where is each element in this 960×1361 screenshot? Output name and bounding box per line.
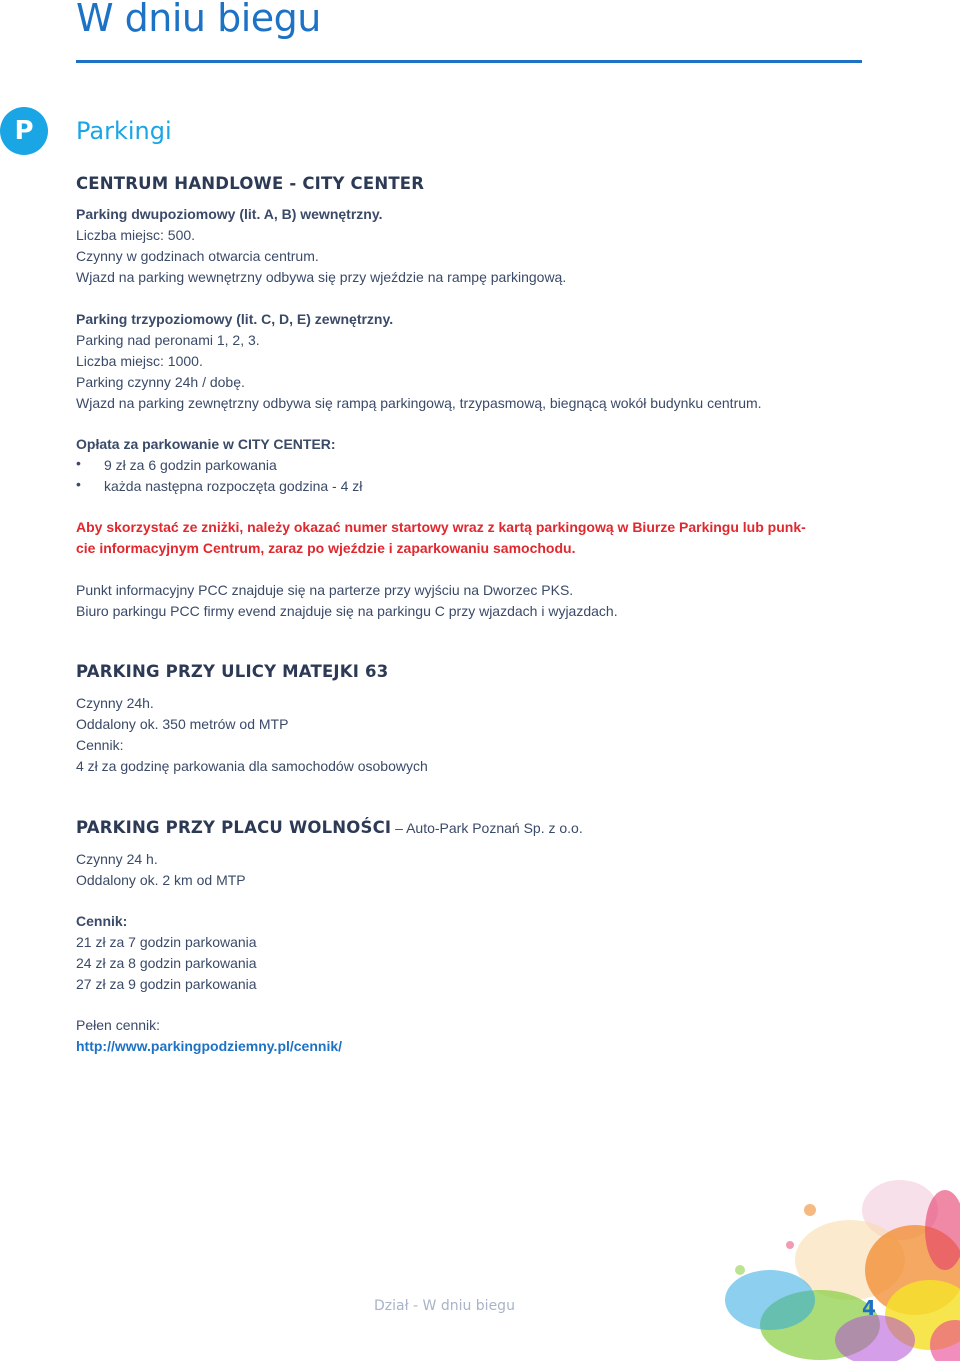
city-center-line: Wjazd na parking wewnętrzny odbywa się przy wjeździe na rampę parkingową. (76, 269, 567, 285)
matejki-line: 4 zł za godzinę parkowania dla samochodów osobowych (76, 758, 428, 774)
price-item: 27 zł za 9 godzin parkowania (76, 976, 257, 992)
page-title: W dniu biegu (76, 0, 321, 40)
bullet-icon: • (76, 476, 81, 492)
matejki-line: Oddalony ok. 350 metrów od MTP (76, 716, 289, 732)
price-list-link[interactable]: http://www.parkingpodziemny.pl/cennik/ (76, 1038, 343, 1054)
wolnosci-heading-text: PARKING PRZY PLACU WOLNOŚCI (76, 818, 392, 837)
full-price-label: Pełen cennik: (76, 1017, 161, 1033)
city-center-line: Wjazd na parking zewnętrzny odbywa się rampą parkingową, trzypasmową, biegnącą wokół budynku centrum. (76, 395, 762, 411)
page-number: 4 (862, 1296, 876, 1320)
fee-item: 9 zł za 6 godzin parkowania (104, 457, 277, 473)
matejki-line: Czynny 24h. (76, 695, 154, 711)
bullet-icon: • (76, 455, 81, 471)
city-center-line: Czynny w godzinach otwarcia centrum. (76, 248, 319, 264)
matejki-line: Cennik: (76, 737, 124, 753)
title-divider (76, 60, 862, 63)
wolnosci-heading (76, 818, 583, 837)
price-item: 24 zł za 8 godzin parkowania (76, 955, 257, 971)
city-center-line: Parking dwupoziomowy (lit. A, B) wewnętrzny. (76, 206, 383, 222)
wolnosci-line: Oddalony ok. 2 km od MTP (76, 872, 246, 888)
city-center-line: Parking nad peronami 1, 2, 3. (76, 332, 260, 348)
matejki-heading: PARKING PRZY ULICY MATEJKI 63 (76, 662, 389, 681)
discount-notice: cie informacyjnym Centrum, zaraz po wjeździe i zaparkowaniu samochodu. (76, 540, 576, 556)
city-center-heading: CENTRUM HANDLOWE - CITY CENTER (76, 174, 425, 193)
fee-heading: Opłata za parkowanie w CITY CENTER: (76, 436, 336, 452)
info-line: Biuro parkingu PCC firmy evend znajduje się na parkingu C przy wjazdach i wyjazdach. (76, 603, 618, 619)
parking-icon: P (0, 107, 48, 155)
fee-item: każda następna rozpoczęta godzina - 4 zł (104, 478, 363, 494)
wolnosci-heading-suffix: – Auto-Park Poznań Sp. z o.o. (391, 820, 583, 836)
price-item: 21 zł za 7 godzin parkowania (76, 934, 257, 950)
discount-notice: Aby skorzystać ze zniżki, należy okazać numer startowy wraz z kartą parkingową w Biurze Parkingu lub punk- (76, 519, 806, 535)
footer-section-label: Dział - W dniu biegu (374, 1298, 515, 1314)
price-heading: Cennik: (76, 913, 128, 929)
paint-splash-decoration (700, 1150, 960, 1361)
info-line: Punkt informacyjny PCC znajduje się na parterze przy wyjściu na Dworzec PKS. (76, 582, 574, 598)
wolnosci-line: Czynny 24 h. (76, 851, 158, 867)
city-center-line: Liczba miejsc: 1000. (76, 353, 203, 369)
city-center-line: Liczba miejsc: 500. (76, 227, 196, 243)
city-center-line: Parking czynny 24h / dobę. (76, 374, 245, 390)
section-title: Parkingi (76, 117, 172, 145)
city-center-line: Parking trzypoziomowy (lit. C, D, E) zewnętrzny. (76, 311, 394, 327)
